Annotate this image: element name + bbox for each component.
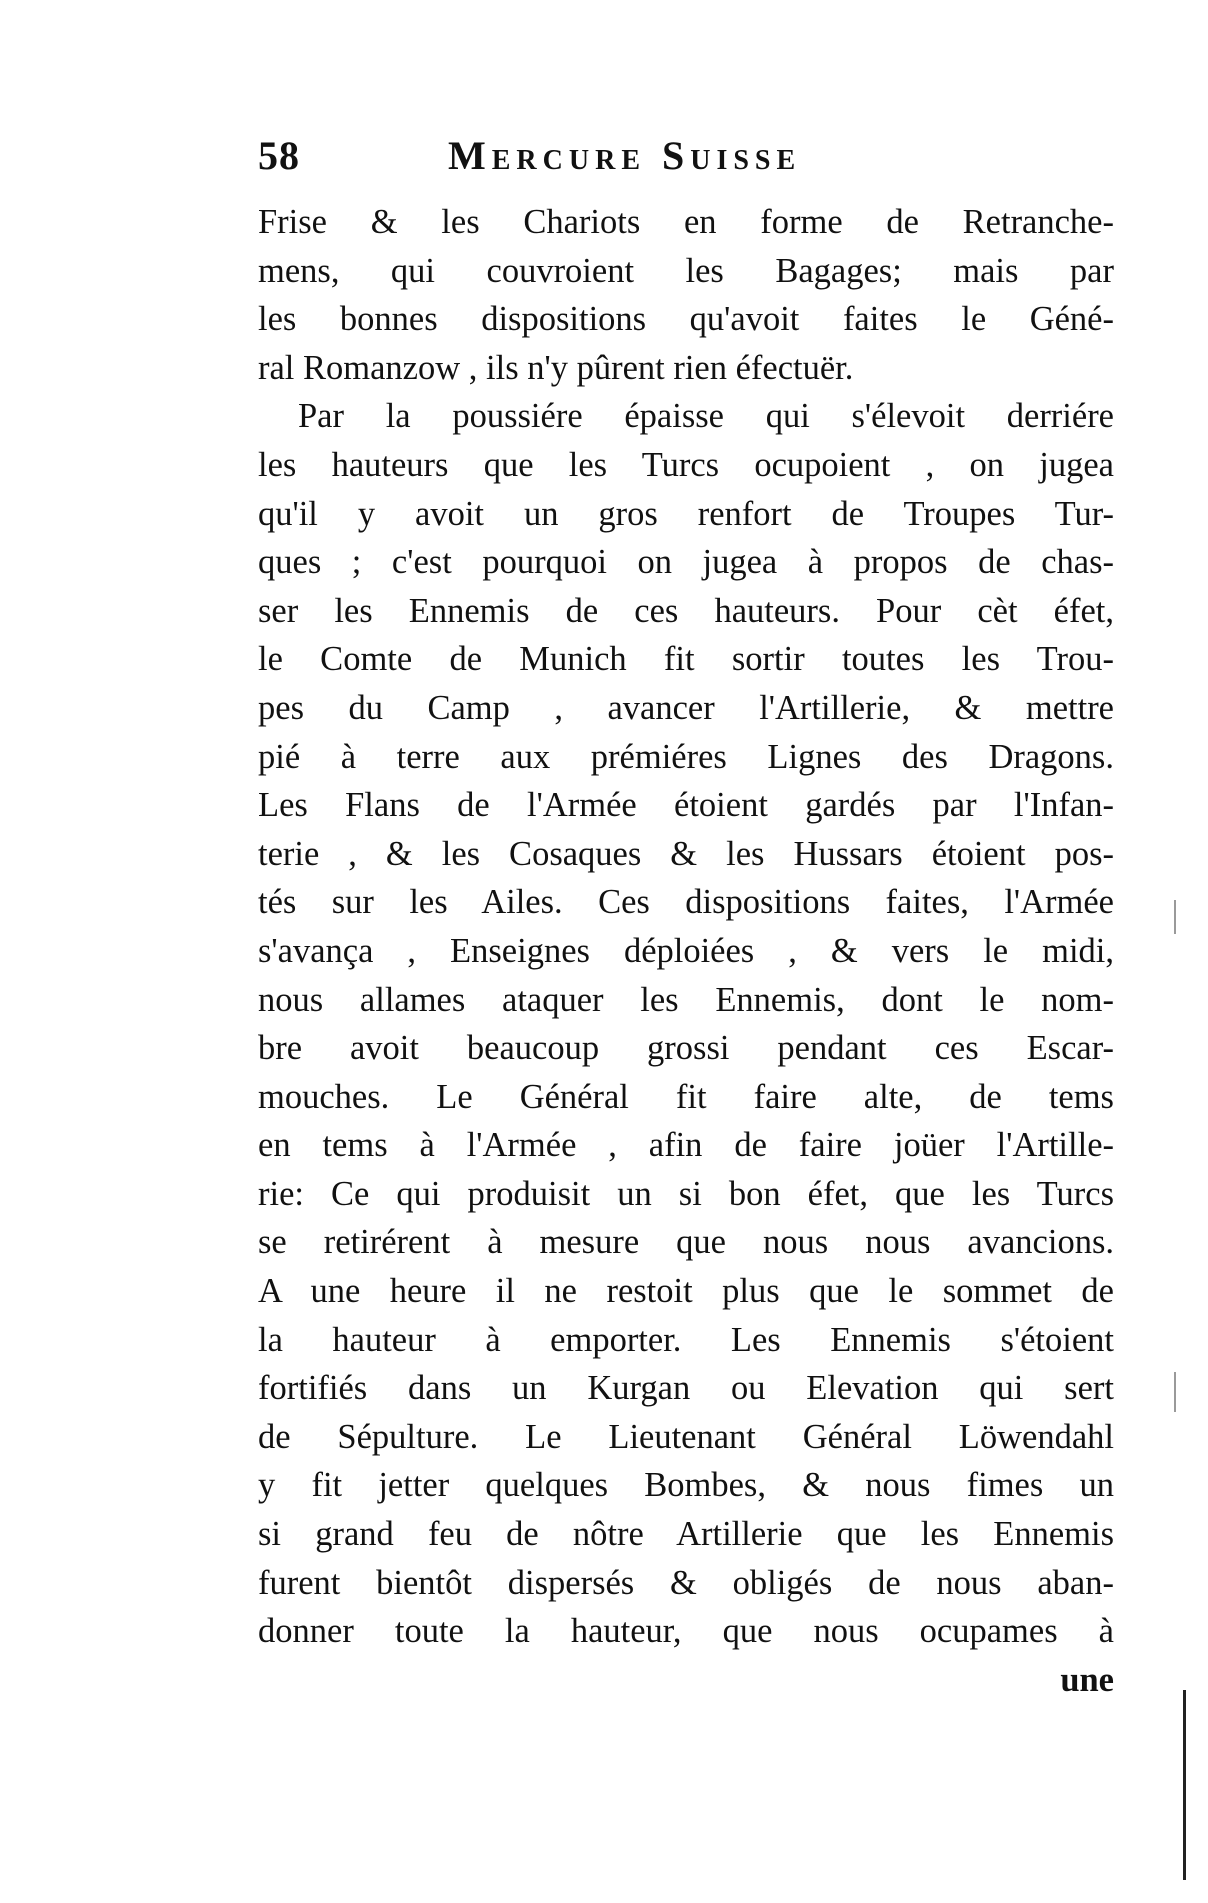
- text-line: pes du Camp , avancer l'Artillerie, & mettre: [258, 688, 1114, 727]
- text-line: ser les Ennemis de ces hauteurs. Pour cèt éfet,: [258, 591, 1114, 630]
- text-line: ral Romanzow , ils n'y pûrent rien éfectuër.: [258, 348, 854, 387]
- body-text: [258, 198, 1114, 1704]
- margin-mark: [1174, 1372, 1176, 1412]
- catchword: une: [1060, 1660, 1114, 1699]
- running-head: [258, 132, 1120, 182]
- text-line: furent bientôt dispersés & obligés de nous aban-: [258, 1563, 1114, 1602]
- text-line: nous allames ataquer les Ennemis, dont le nom-: [258, 980, 1114, 1019]
- text-line: terie , & les Cosaques & les Hussars étoient pos-: [258, 834, 1114, 873]
- text-line: donner toute la hauteur, que nous ocupames à: [258, 1612, 1114, 1651]
- page-number: 58: [258, 133, 300, 178]
- text-line: mens, qui couvroient les Bagages; mais par: [258, 251, 1114, 290]
- text-line: la hauteur à emporter. Les Ennemis s'étoient: [258, 1320, 1114, 1359]
- text-line: mouches. Le Général fit faire alte, de tems: [258, 1077, 1114, 1116]
- text-line: bre avoit beaucoup grossi pendant ces Escar-: [258, 1029, 1114, 1068]
- text-line: Les Flans de l'Armée étoient gardés par l'Infan-: [258, 786, 1114, 825]
- text-line: si grand feu de nôtre Artillerie que les Ennemis: [258, 1515, 1114, 1554]
- text-line: fortifiés dans un Kurgan ou Elevation qui sert: [258, 1369, 1114, 1408]
- text-line: Frise & les Chariots en forme de Retranche-: [258, 203, 1114, 241]
- text-line: les bonnes dispositions qu'avoit faites le Géné-: [258, 300, 1114, 339]
- text-line: se retirérent à mesure que nous nous avancions.: [258, 1223, 1114, 1262]
- text-line: rie: Ce qui produisit un si bon éfet, que les Turcs: [258, 1174, 1114, 1213]
- text-line: Par la poussiére épaisse qui s'élevoit derriére: [298, 397, 1114, 436]
- text-line: y fit jetter quelques Bombes, & nous fimes un: [258, 1466, 1114, 1505]
- page-edge-rule: [1183, 1690, 1186, 1880]
- margin-mark: [1174, 900, 1176, 934]
- text-line: tés sur les Ailes. Ces dispositions faites, l'Armée: [258, 883, 1114, 922]
- text-line: pié à terre aux prémiéres Lignes des Dragons.: [258, 737, 1114, 776]
- text-line: de Sépulture. Le Lieutenant Général Löwendahl: [258, 1417, 1114, 1456]
- text-line: qu'il y avoit un gros renfort de Troupes Tur-: [258, 494, 1114, 533]
- text-line: le Comte de Munich fit sortir toutes les Trou-: [258, 640, 1114, 679]
- text-line: ques ; c'est pourquoi on jugea à propos de chas-: [258, 543, 1114, 582]
- text-line: en tems à l'Armée , afin de faire joüer l'Artille-: [258, 1126, 1114, 1165]
- running-title: Mercure Suisse: [448, 133, 802, 178]
- text-line: les hauteurs que les Turcs ocupoient , on jugea: [258, 445, 1114, 484]
- text-line: A une heure il ne restoit plus que le sommet de: [258, 1272, 1114, 1311]
- text-line: s'avança , Enseignes déploiées , & vers le midi,: [258, 931, 1114, 970]
